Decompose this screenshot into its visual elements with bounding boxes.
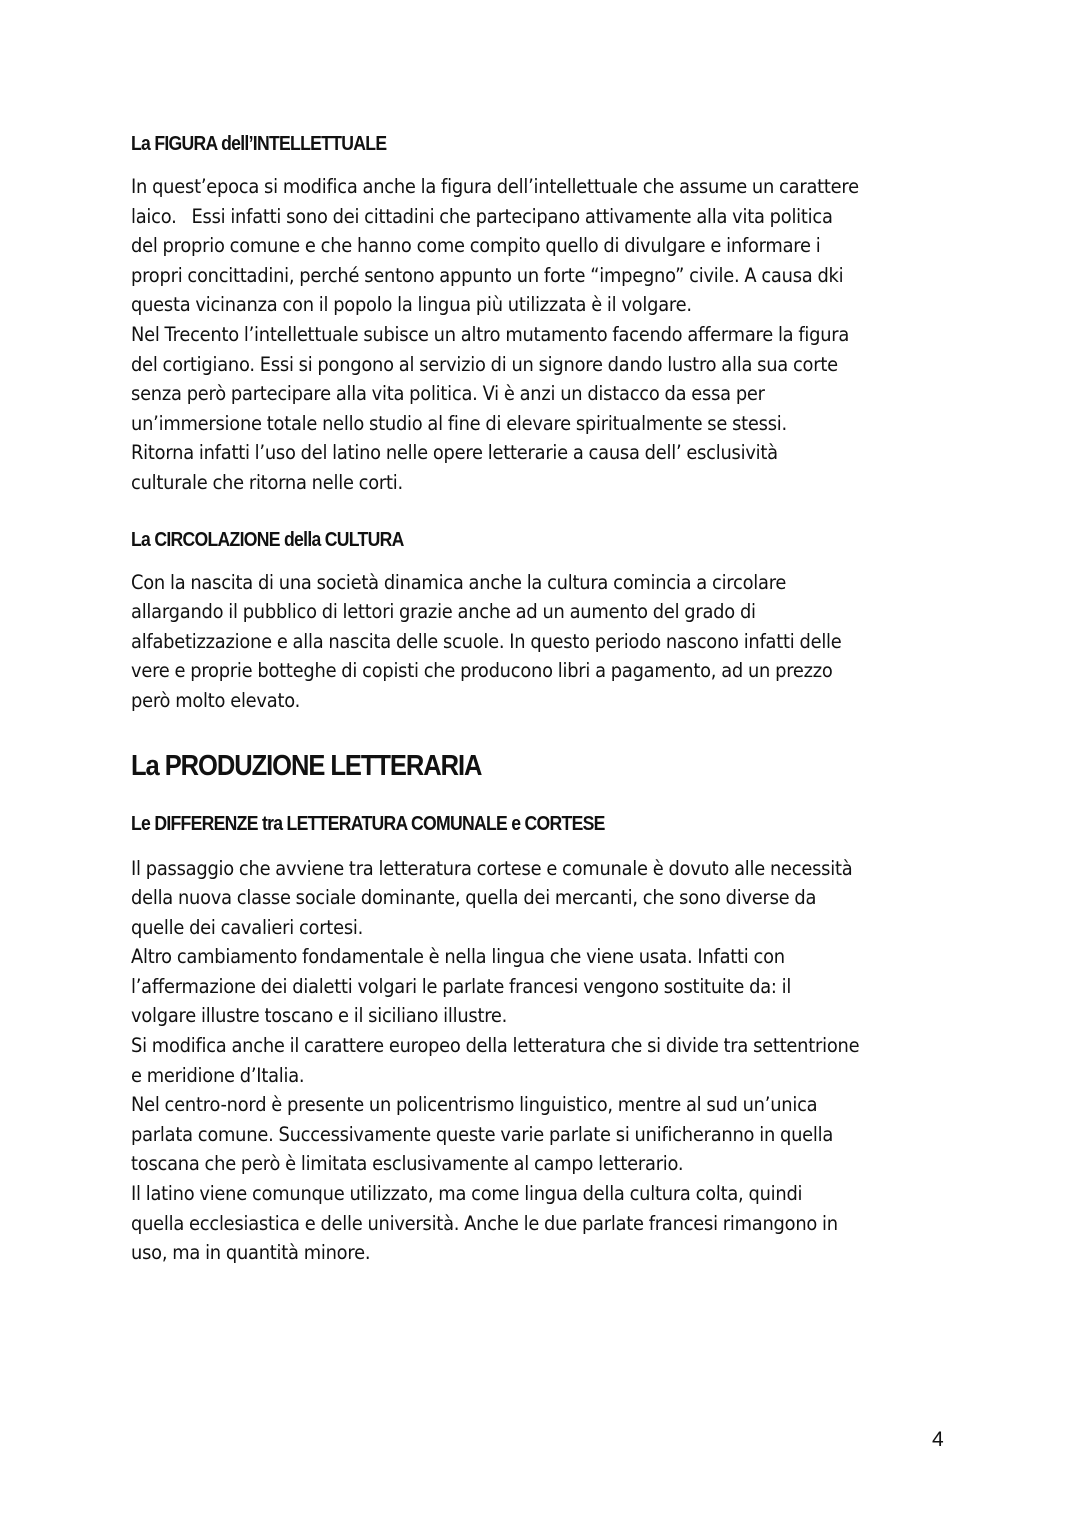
text-line: volgare illustre toscano e il siciliano illustre. bbox=[131, 1004, 508, 1028]
section-heading: Le DIFFERENZE tra LETTERATURA COMUNALE e CORTESE bbox=[131, 812, 605, 835]
text-line: propri concittadini, perché sentono appunto un forte “impegno” civile. A causa dki bbox=[131, 263, 844, 287]
text-line: e meridione d’Italia. bbox=[131, 1063, 305, 1087]
text-line: Ritorna infatti l’uso del latino nelle opere letterarie a causa dell’ esclusività bbox=[131, 441, 778, 465]
text-line: senza però partecipare alla vita politica. Vi è anzi un distacco da essa per bbox=[131, 382, 765, 406]
text-line: Altro cambiamento fondamentale è nella lingua che viene usata. Infatti con bbox=[131, 945, 785, 969]
section-circolazione bbox=[131, 526, 951, 716]
section-heading: La FIGURA dell’INTELLETTUALE bbox=[131, 133, 387, 155]
paragraph bbox=[131, 854, 951, 1268]
text-line: vere e proprie botteghe di copisti che producono libri a pagamento, ad un prezzo bbox=[131, 659, 833, 683]
text-line: uso, ma in quantità minore. bbox=[131, 1241, 371, 1265]
text-line: un’immersione totale nello studio al fine di elevare spiritualmente se stessi. bbox=[131, 411, 787, 435]
text-line: In quest’epoca si modifica anche la figura dell’intellettuale che assume un carattere bbox=[131, 175, 859, 198]
document-page bbox=[131, 130, 951, 1268]
text-line: del cortigiano. Essi si pongono al servizio di un signore dando lustro alla sua corte bbox=[131, 352, 838, 376]
paragraph bbox=[131, 568, 951, 716]
text-line: Il latino viene comunque utilizzato, ma come lingua della cultura colta, quindi bbox=[131, 1182, 803, 1206]
text-line: del proprio comune e che hanno come compito quello di divulgare e informare i bbox=[131, 234, 821, 258]
text-line: quella ecclesiastica e delle università. Anche le due parlate francesi rimangono in bbox=[131, 1211, 838, 1235]
text-line: Nel Trecento l’intellettuale subisce un altro mutamento facendo affermare la figura bbox=[131, 322, 850, 346]
text-line: questa vicinanza con il popolo la lingua più utilizzata è il volgare. bbox=[131, 293, 692, 317]
section-intellettuale bbox=[131, 130, 951, 498]
paragraph bbox=[131, 172, 951, 498]
text-line: culturale che ritorna nelle corti. bbox=[131, 470, 403, 494]
text-line: Il passaggio che avviene tra letteratura cortese e comunale è dovuto alle necessità bbox=[131, 856, 853, 880]
text-line: laico. Essi infatti sono dei cittadini che partecipano attivamente alla vita politica bbox=[131, 204, 833, 228]
text-line: allargando il pubblico di lettori grazie anche ad un aumento del grado di bbox=[131, 600, 756, 624]
text-line: però molto elevato. bbox=[131, 688, 301, 712]
text-line: quelle dei cavalieri cortesi. bbox=[131, 915, 364, 939]
text-line: alfabetizzazione e alla nascita delle scuole. In questo periodo nascono infatti delle bbox=[131, 629, 842, 653]
text-line: Si modifica anche il carattere europeo della letteratura che si divide tra settentrione bbox=[131, 1034, 860, 1058]
text-line: della nuova classe sociale dominante, quella dei mercanti, che sono diverse da bbox=[131, 886, 817, 910]
section-heading: La CIRCOLAZIONE della CULTURA bbox=[131, 528, 404, 551]
text-line: Con la nascita di una società dinamica anche la cultura comincia a circolare bbox=[131, 570, 787, 594]
text-line: toscana che però è limitata esclusivamente al campo letterario. bbox=[131, 1152, 684, 1176]
text-line: parlata comune. Successivamente queste varie parlate si unificheranno in quella bbox=[131, 1122, 834, 1146]
chapter-produzione-letteraria bbox=[131, 748, 951, 1268]
text-line: Nel centro-nord è presente un policentrismo linguistico, mentre al sud un’unica bbox=[131, 1093, 818, 1117]
chapter-title: La PRODUZIONE LETTERARIA bbox=[131, 749, 482, 782]
text-line: l’affermazione dei dialetti volgari le parlate francesi vengono sostituite da: il bbox=[131, 974, 792, 998]
page-number: 4 bbox=[932, 1428, 944, 1451]
